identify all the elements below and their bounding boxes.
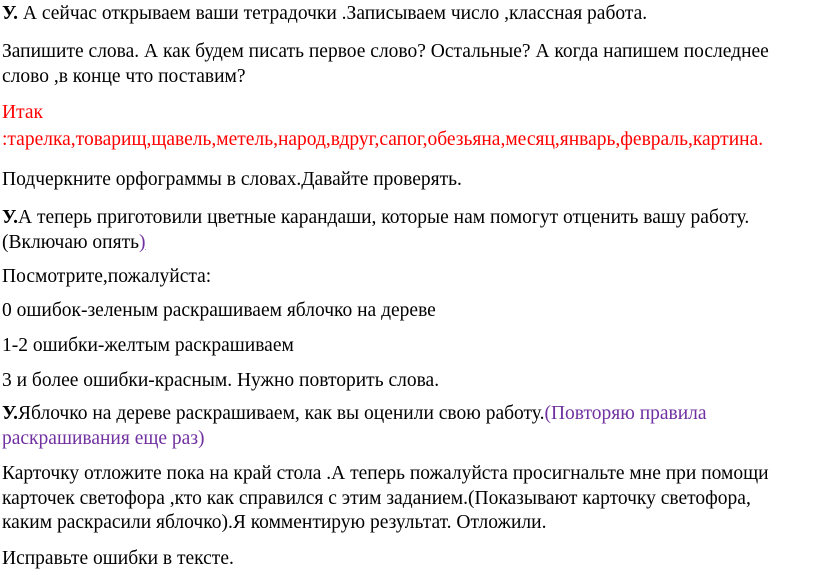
paragraph-write-words-line1: Запишите слова. А как будем писать первое слово? Остальные? А когда напишем последнее [2, 41, 769, 62]
paragraph-zero-errors: 0 ошибок-зеленым раскрашиваем яблочко на дереве [2, 300, 436, 321]
teacher-label: У. [2, 207, 19, 228]
paragraph-open-notebooks [2, 1, 647, 27]
paragraph-underline-spellings: Подчеркните орфограммы в словах.Давайте проверять. [2, 169, 462, 190]
paragraph-apple-coloring-line2: раскрашивания еще раз) [2, 428, 205, 449]
paragraph-write-words-line2: слово ,в конце что поставим? [2, 66, 246, 87]
paragraph-traffic-light-line3: каким раскрасили яблочко).Я комментирую результат. Отложили. [2, 512, 547, 533]
paragraph-text: Яблочко на дереве раскрашиваем, как вы оценили свою работу. [18, 403, 545, 424]
paragraph-text: (Включаю опять [2, 232, 140, 253]
paragraph-one-two-errors: 1-2 ошибки-желтым раскрашиваем [2, 335, 294, 356]
teacher-note: (Повторяю правила [544, 403, 707, 424]
paragraph-apple-coloring-line1 [2, 401, 707, 427]
word-list-heading: Итак [2, 102, 43, 123]
paragraph-look-please: Посмотрите,пожалуйста: [2, 266, 212, 287]
teacher-label: У. [2, 3, 19, 24]
paragraph-colored-pencils-line1 [2, 205, 749, 231]
paragraph-text: А теперь приготовили цветные карандаши, которые нам помогут отценить вашу работу. [18, 207, 750, 228]
paragraph-colored-pencils-line2 [2, 230, 146, 256]
paragraph-traffic-light-line2: карточек светофора ,кто как справился с этим заданием.(Показывают карточку светофора, [2, 488, 751, 509]
paragraph-fix-errors: Исправьте ошибки в тексте. [2, 548, 234, 569]
teacher-label: У. [2, 403, 19, 424]
paragraph-three-errors: 3 и более ошибки-красным. Нужно повторить слова. [2, 370, 440, 391]
paragraph-text: А сейчас открываем ваши тетрадочки .Записываем число ,классная работа. [18, 3, 648, 24]
closing-parenthesis: ) [139, 232, 146, 253]
paragraph-traffic-light-line1: Карточку отложите пока на край стола .А теперь пожалуйста просигнальте мне при помощи [2, 463, 769, 484]
word-list: :тарелка,товарищ,щавель,метель,народ,вдруг,сапог,обезьяна,месяц,январь,февраль,картина. [2, 129, 764, 150]
